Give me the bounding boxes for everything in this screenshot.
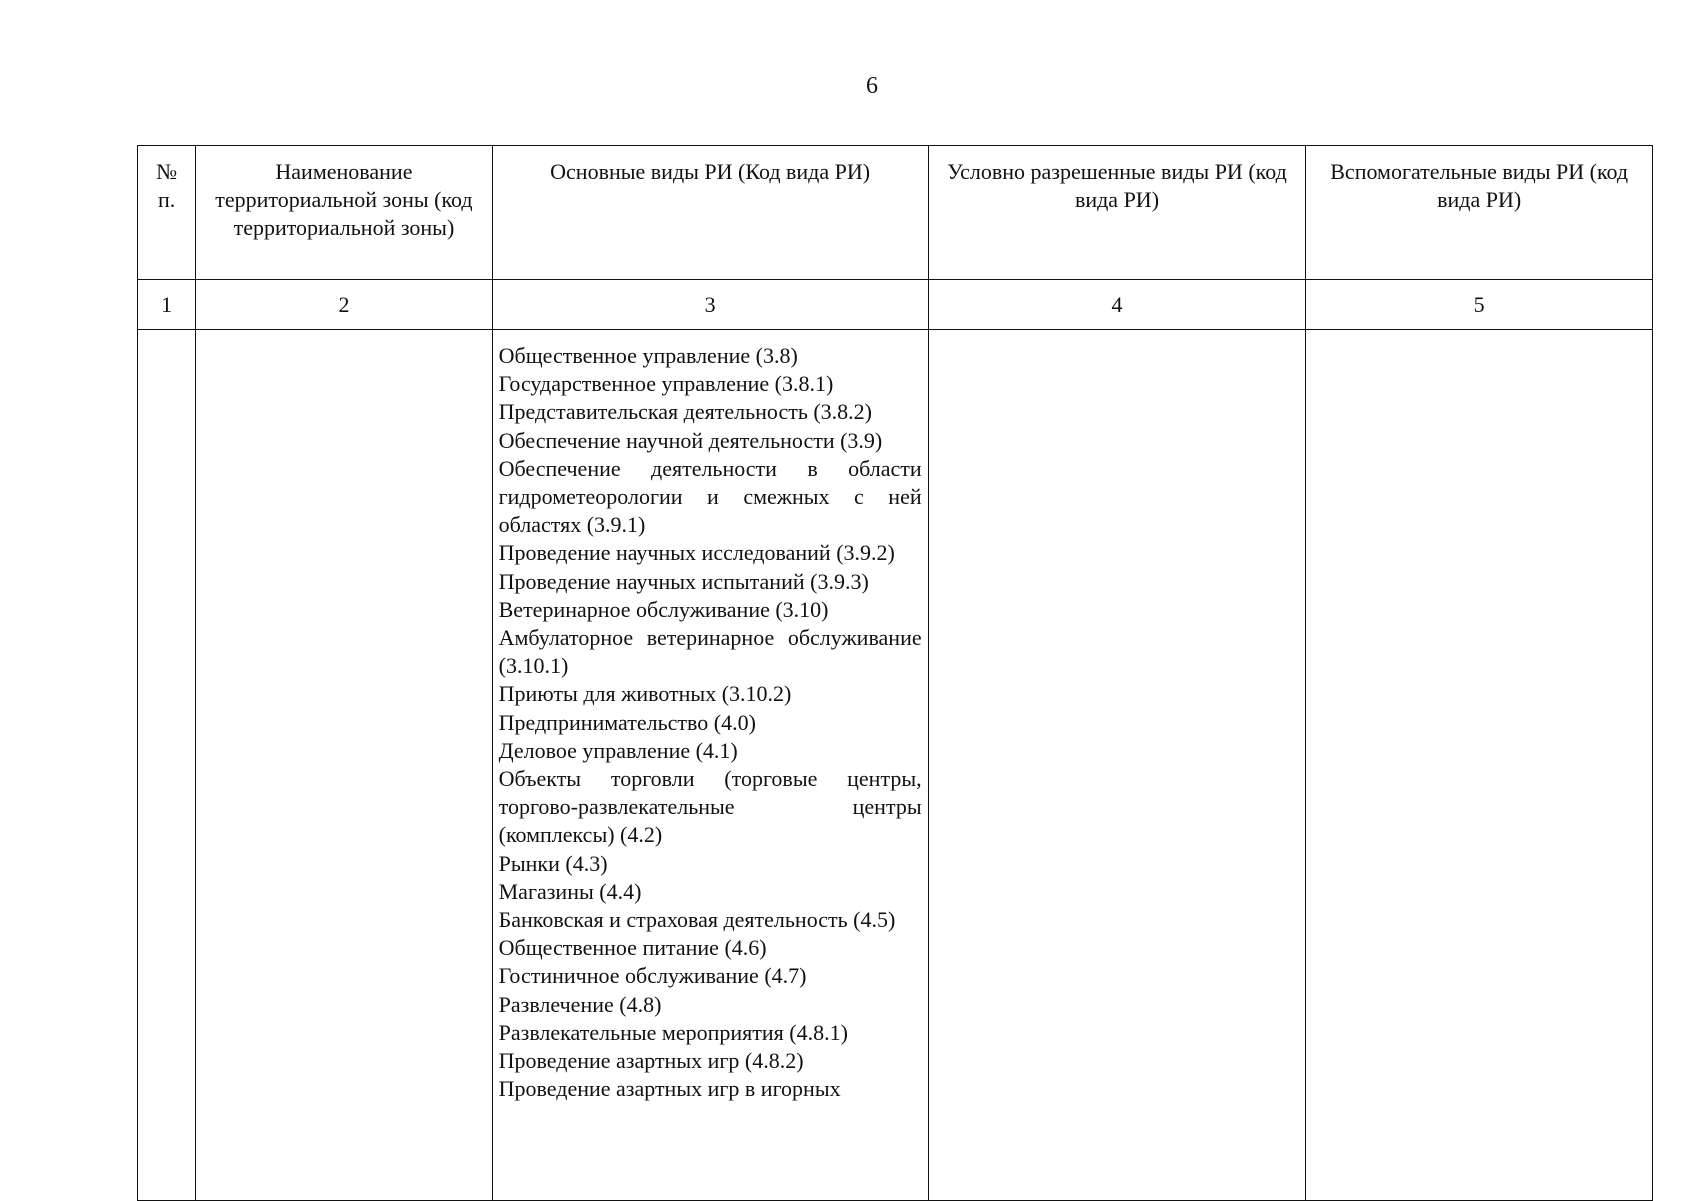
cell-conditional-uses	[928, 330, 1306, 1201]
cell-number	[138, 330, 196, 1201]
list-item: Предпринимательство (4.0)	[498, 709, 756, 735]
column-number-2: 2	[196, 280, 492, 330]
zoning-table	[137, 145, 1653, 1201]
list-item: Ветеринарное обслуживание (3.10)	[498, 596, 829, 622]
list-item: Государственное управление (3.8.1)	[498, 371, 834, 397]
list-item: Магазины (4.4)	[498, 878, 642, 904]
cell-auxiliary-uses	[1306, 330, 1653, 1201]
cell-main-uses	[492, 330, 928, 1201]
list-item: Банковская и страховая деятельность (4.5)	[498, 907, 896, 933]
table-row	[138, 330, 1653, 1201]
header-conditional-uses: Условно разрешенные виды РИ (код вида РИ)	[928, 146, 1306, 280]
list-item: Общественное питание (4.6)	[498, 935, 767, 961]
list-item: Гостиничное обслуживание (4.7)	[498, 963, 807, 989]
list-item: Проведение научных исследований (3.9.2)	[498, 540, 895, 566]
list-item: Амбулаторное ветеринарное обслуживание (3.10.1)	[498, 625, 922, 679]
column-number-3: 3	[492, 280, 928, 330]
header-auxiliary-uses: Вспомогательные виды РИ (код вида РИ)	[1306, 146, 1653, 280]
list-item: Деловое управление (4.1)	[498, 737, 738, 763]
list-item: Обеспечение деятельности в области гидрометеорологии и смежных с ней областях (3.9.1)	[498, 455, 922, 538]
header-row	[138, 146, 1653, 280]
list-item: Приюты для животных (3.10.2)	[498, 681, 792, 707]
list-item: Объекты торговли (торговые центры, торгово-развлекательные центры (комплексы) (4.2)	[498, 766, 922, 848]
page-number: 6	[866, 73, 878, 99]
list-item: Представительская деятельность (3.8.2)	[498, 399, 873, 425]
column-number-1: 1	[138, 280, 196, 330]
header-number-text: № п.	[156, 159, 178, 212]
header-zone-name: Наименование территориальной зоны (код территориальной зоны)	[196, 146, 492, 280]
column-number-4: 4	[928, 280, 1306, 330]
column-number-row	[138, 280, 1653, 330]
header-main-uses: Основные виды РИ (Код вида РИ)	[492, 146, 928, 280]
cell-zone-name	[196, 330, 492, 1201]
list-item: Общественное управление (3.8)	[498, 343, 798, 368]
list-item: Обеспечение научной деятельности (3.9)	[498, 427, 883, 453]
list-item: Развлечение (4.8)	[498, 991, 662, 1017]
header-number	[138, 146, 196, 280]
list-item: Проведение азартных игр (4.8.2)	[498, 1048, 804, 1074]
list-item: Проведение научных испытаний (3.9.3)	[498, 568, 869, 594]
main-uses-list	[499, 342, 922, 1103]
list-item: Развлекательные мероприятия (4.8.1)	[498, 1019, 848, 1045]
column-number-5: 5	[1306, 280, 1653, 330]
list-item: Проведение азартных игр в игорных	[498, 1076, 841, 1102]
list-item: Рынки (4.3)	[498, 850, 608, 876]
